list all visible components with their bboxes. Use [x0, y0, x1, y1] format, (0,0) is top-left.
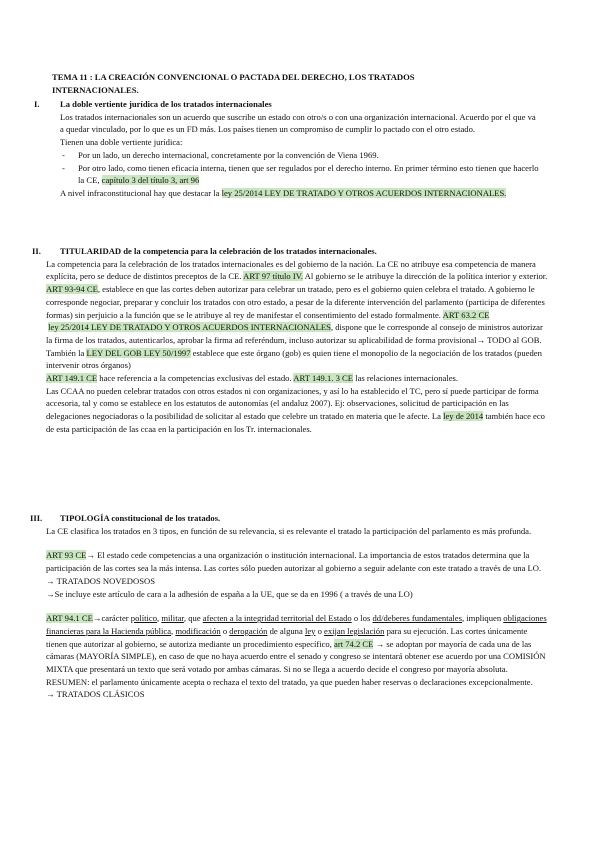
- section-2-paragraph: También la LEY DEL GOB LEY 50/1997 establece que este órgano (gob) es quien tiene el monopolio de la negociación de los tratados (pueden intervenir otros órganos): [46, 347, 542, 371]
- section-3-paragraph: ART 94.1 CE→carácter político, militar, que afecten a la integridad territorial del Estado o los dd/deberes fundamentales, impliquen obligaciones financieras para la Hacienda pública, modificación o derogación de alguna ley o exijan legislación para su ejecución. Las cortes únicamente tienen que autorizar al gobierno, se autoriza mediante un procedimiento específico, art 74.2 CE → se adoptan por mayoría de cada una de las cámaras (MAYORÍA SIMPLE), en caso de que no haya acuerdo entre el senado y congreso se intentará obtener ese acuerdo por una COMISIÓN MIXTA que presentará un texto que será votado por ambas cámaras. Si no se llega a acuerdo decide el congreso por mayoría absoluta. RESUMEN: el parlamento únicamente acepta o rechaza el texto del tratado, ya que pueden haber reservas o declaraciones excepcionalmente.: [46, 613, 547, 687]
- section-3-paragraph: → TRATADOS CLÁSICOS: [46, 689, 145, 700]
- highlight: LEY DEL GOB LEY 50/1997: [86, 347, 191, 358]
- section-1-paragraph: Tienen una doble vertiente jurídica:: [60, 137, 183, 148]
- list-item-text: Por un lado, un derecho internacional, concretamente por la convención de Viena 1969.: [78, 149, 379, 160]
- highlight: ley 25/2014 LEY DE TRATADO Y OTROS ACUERDOS INTERNACIONALES: [48, 322, 331, 333]
- section-1-number: I.: [34, 99, 40, 109]
- section-3-heading: TIPOLOGÍA constitucional de los tratados.: [60, 513, 221, 523]
- section-3-number: III.: [30, 513, 43, 523]
- section-1-heading: La doble vertiente jurídica de los tratados internacionales: [60, 99, 272, 109]
- highlight: ley 25/2014 LEY DE TRATADO Y OTROS ACUERDOS INTERNACIONALES.: [221, 187, 507, 198]
- section-3: [0, 512, 600, 701]
- section-3-paragraph: La CE clasifica los tratados en 3 tipos, en función de su relevancia, si es relevante el tratado la participación del parlamento es más profunda.: [46, 525, 532, 536]
- section-2-paragraph: ART 149.1 CE hace referencia a la competencias exclusivas del estado. ART 149.1. 3 CE las relaciones internacionales.: [46, 373, 459, 384]
- highlight: ART 97 título IV.: [243, 271, 303, 282]
- highlight: ART 149.1. 3 CE: [293, 373, 354, 384]
- section-1: [0, 98, 600, 200]
- highlight: ART 94.1 CE: [46, 613, 93, 624]
- section-2-paragraph: Las CCAA no pueden celebrar tratados con otros estados ni con organizaciones, y así lo ha establecido el TC, pero sí puede participar de forma accesoria, tal y como se establece en los estatutos de autonomías (el andaluz 2007). Ej: observaciones, solicitud de participación en las delegaciones negociadoras o la posibilidad de solicitar al estado que celebre un tratado en materia que le afecte. La ley de 2014 también hace eco de esta participación de las ccaa en la participación en los Tr. internacionales.: [46, 385, 545, 434]
- highlight: ART 93 CE: [46, 550, 87, 561]
- list-item: - Por otro lado, como tienen eficacia interna, tienen que ser regulados por el derecho interno. En primer término esto tienen que hacerlo la CE, capítulo 3 del título 3, art 96: [0, 162, 600, 187]
- section-2-number: II.: [32, 246, 41, 256]
- highlight: capítulo 3 del título 3, art 96: [101, 175, 200, 186]
- section-2-heading: TITULARIDAD de la competencia para la celebración de los tratados internacionales.: [60, 246, 377, 256]
- section-3-paragraph: →Se incluye este artículo de cara a la adhesión de españa a la UE, que se da en 1996 ( a través de una LO): [46, 588, 413, 599]
- section-2-paragraph: La competencia para la celebración de los tratados internacionales es del gobierno de la nación. La CE no atribuye esa competencia de manera explícita, pero se deduce de distintos preceptos de la CE. ART 97 título IV. Al gobierno se le atribuye la dirección de la política interior y exterior.: [46, 258, 548, 282]
- section-2-paragraph: ART 93-94 CE, establece en que las cortes deben autorizar para celebrar un tratado, pero es el gobierno quien celebra el tratado. A gobierno le corresponde negociar, preparar y concluir los tratados con otro estado, a pesar de la diferente intervención del parlamento (participa de diferentes formas) sin perjuicio a la función que se le atribuye al rey de manifestar el consentimiento del estado formalmente. ART 63.2 CE: [46, 284, 545, 320]
- section-2-paragraph: ley 25/2014 LEY DE TRATADO Y OTROS ACUERDOS INTERNACIONALES, dispone que le corresponde al consejo de ministros autorizar la firma de los tratados, autenticarlos, aprobar la firma ad referéndum, incluso autorizar su aplicabilidad de forma provisional→ TODO al GOB.: [46, 322, 543, 345]
- highlight: ART 149.1 CE: [46, 373, 98, 384]
- list-item: - Por un lado, un derecho internacional, concretamente por la convención de Viena 1969.: [0, 149, 600, 162]
- section-2: [0, 245, 600, 436]
- page-title: TEMA 11 : LA CREACIÓN CONVENCIONAL O PACTADA DEL DERECHO, LOS TRATADOS INTERNACIONALES.: [52, 72, 415, 95]
- section-1-paragraph: A nivel infraconstitucional hay que destacar la ley 25/2014 LEY DE TRATADO Y OTROS ACUERDOS INTERNACIONALES.: [60, 187, 507, 198]
- section-1-paragraph: Los tratados internacionales son un acuerdo que suscribe un estado con otro/s o con una organización internacional. Acuerdo por el que va a quedar vinculado, por lo que es un FD más. Los países tienen un compromiso de cumplir lo pactado con el otro estado.: [60, 111, 536, 135]
- highlight: ley de 2014: [443, 411, 484, 422]
- highlight: art 74.2 CE: [334, 638, 374, 649]
- section-3-paragraph: ART 93 CE→ El estado cede competencias a una organización o institución internacional. La importancia de estos tratados determina que la participación de las cortes sea la más intensa. Las cortes sólo pueden autorizar al gobierno a seguir adelante con este tratado a través de una LO.: [46, 550, 542, 574]
- highlight: ART 93-94 CE: [46, 284, 98, 295]
- section-3-paragraph: → TRATADOS NOVEDOSOS: [46, 575, 155, 586]
- list-item-text: Por otro lado, como tienen eficacia interna, tienen que ser regulados por el derecho interno. En primer término esto tienen que hacerlo la CE, capítulo 3 del título 3, art 96: [78, 162, 539, 186]
- highlight: ART 63.2 CE: [442, 309, 490, 320]
